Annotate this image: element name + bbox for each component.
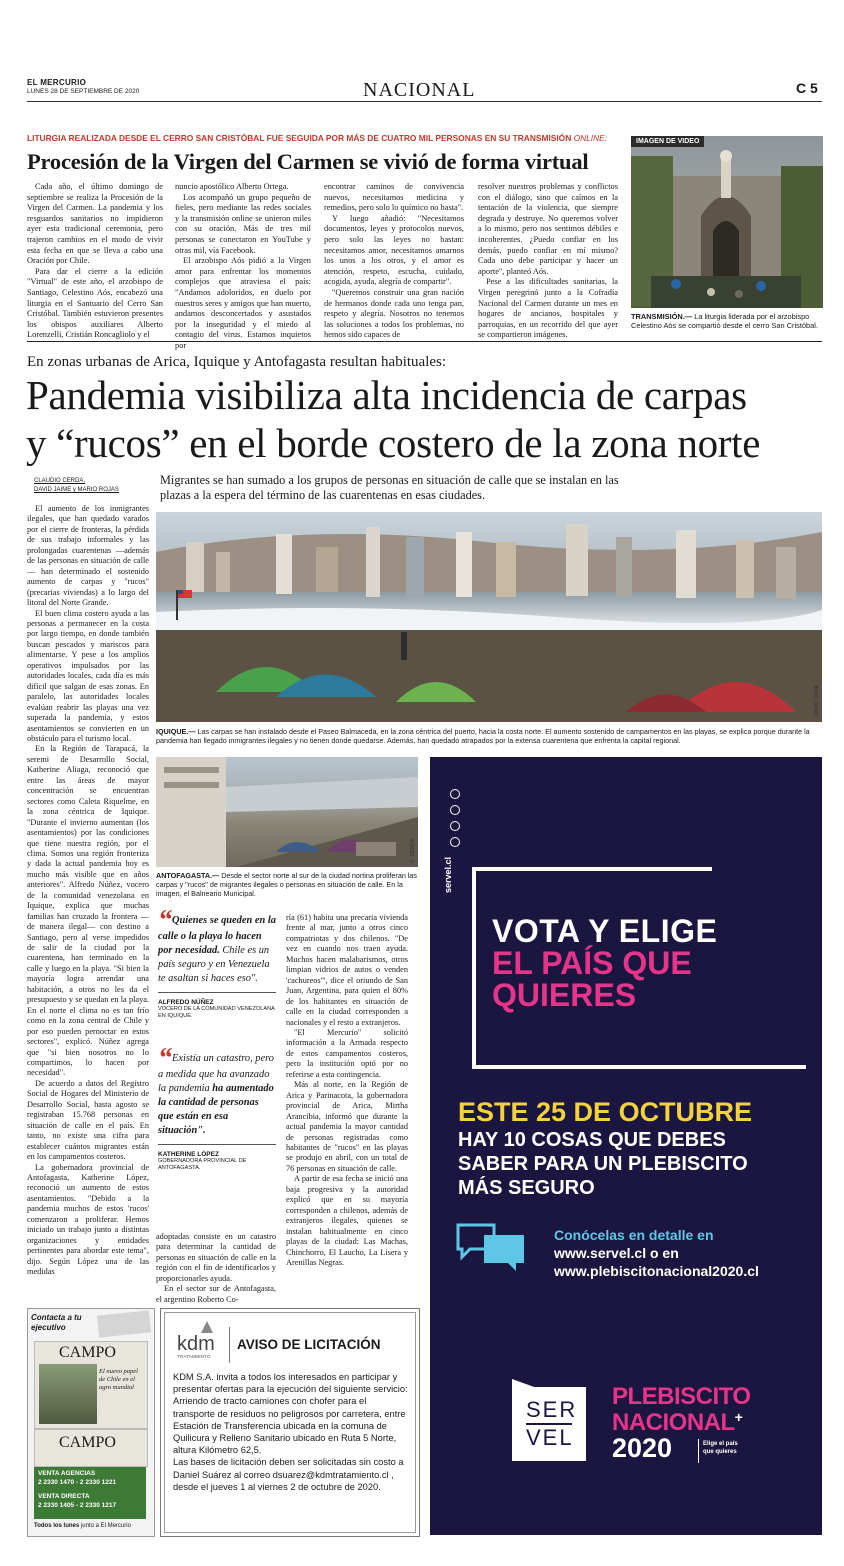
- iquique-photo-credit: DAVID JAIME: [814, 684, 820, 716]
- facebook-icon: [450, 805, 460, 815]
- servel-social-icons: [450, 789, 462, 847]
- article1-col2-p1: nuncio apostólico Alberto Ortega.: [175, 182, 289, 191]
- article1-photo-label: IMAGEN DE VIDEO: [631, 136, 704, 147]
- article1-col3-p2: Y luego añadió: "Necesitamos documentos, leyes y protocolos nuevos, pero solo las leyes no bastan: necesitamos amor, necesitamos amarnos los unos a los otros, y el amor es atención, respeto, escucha, cuidado, acogida, ayuda, alegría de compartir".: [324, 213, 464, 287]
- article1-caption-text: La liturgia liderada por el arzobispo Celestino Aós se compartió desde el cerro San Cristóbal.: [631, 312, 818, 331]
- article2-col1-p3: En la Región de Tarapacá, la seremi de Desarrollo Social, Katherine Aliaga, reconoció que entre las áreas de mayor concentración se encuentran sectores como Caleta Riquelme, en la zona céntrica de Iquique. "Durante el invierno aumentan (los asentamientos) por las condiciones que tiene nuestra región, por el clima. Somos una región fronteriza y dada la actual pandemia hoy es mucho más visible que en años anteriores". Alfredo Núñez, vocero de la comunidad venezolana en Iquique, explica que muchas familias han cruzado la frontera —de manera ilegal— con destino a Santiago, pero al verse impedidos de salir de la ciudad por la cuarentena, han terminado en la calle y luego en la playa. "Si bien la mayoría logra arrendar una habitación, a otros no les da el presupuesto y se quedan en la playa. En el norte el clima no es tan frío como en la zona central de Chile y por eso pueden pernoctar en estos sectores", explicó. Núñez agrega que "si bien nosotros no lo compartimos, lo hacen por necesidad".: [27, 744, 149, 1078]
- iquique-photo: [156, 512, 822, 722]
- servel-sub3: MÁS SEGURO: [458, 1177, 595, 1199]
- campo-footer: [34, 1523, 131, 1529]
- iquique-caption-lead: IQUIQUE.—: [156, 727, 196, 736]
- article1-title: Procesión de la Virgen del Carmen se vivió de forma virtual: [27, 149, 589, 174]
- article2-col1-p4: De acuerdo a datos del Registro Social de Hogares del Ministerio de Desarrollo Social, hasta agosto se registraban 15.768 personas en situación de calle en el país. En tanto, no existe una cifra para establecer cuántos migrantes están en los campamentos costeros.: [27, 1078, 149, 1162]
- article2-deck: Migrantes se han sumado a los grupos de personas en situación de calle que se instalan en las plazas a la espera del término de las cuarentenas en esas ciudades.: [160, 473, 619, 502]
- article2-col2-p1: adoptadas consiste en un catastro para determinar la cantidad de personas en situación de calle en la región con el fin de identificarlos y proporcionarles ayuda.: [156, 1232, 276, 1283]
- quote1-text: [158, 905, 276, 986]
- kdm-body: [173, 1371, 409, 1493]
- article1-col4: [478, 182, 618, 341]
- servel-ad[interactable]: [430, 757, 822, 1535]
- article1-col4-p1: resolver nuestros problemas y conflictos con el diálogo, sino que caímos en la tentación de la violencia, que siempre degrada y destruye. No queremos volver a lo mismo, pero nos sentimos débiles e incoherentes. ¿Puedo confiar en los demás, puedo confiar en mí mismo? Cada uno debe participar y hacer un aporte", planteó Aós.: [478, 182, 618, 276]
- servel-cta2[interactable]: www.servel.cl o en: [554, 1245, 679, 1261]
- kdm-title-rule: [229, 1327, 230, 1363]
- servel-handle: servel.cl: [443, 857, 453, 894]
- campo-cover: [34, 1341, 148, 1429]
- article2-kicker: En zonas urbanas de Arica, Iquique y Antofagasta resultan habituales:: [27, 354, 447, 370]
- article1-col3-p1: encontrar caminos de convivencia nuevos, necesitamos medicina y remedios, pero solo lo químico no basta".: [324, 182, 464, 213]
- article2-col1-p1: El aumento de los inmigrantes ilegales, que han quedado varados por el cierre de fronteras, la pérdida de sus trabajo informales y las prolongadas cuarentenas —además de las personas en situación de calle— han determinado el sostenido aumento de carpas y "rucos" (precarias viviendas) a lo largo del litoral del Norte Grande.: [27, 504, 149, 608]
- article1-col4-p2: Pese a las dificultades sanitarias, la Virgen peregrinó junto a la Cofradía Nacional del Carmen durante un mes en hogares de ancianos, hospitales y parroquias, en un recorrido del que ayer se compartieron imágenes.: [478, 277, 618, 340]
- plebiscito-line1: PLEBISCITO: [612, 1383, 751, 1410]
- article2-col3-p1: ría (61) habita una precaria vivienda frente al mar, junto a otros cinco compatriotas y dos chilenos. "De vez en cuando nos traen ayuda. Muchos hacen malabarismos, otros limpian vidrios de autos o venden 'cachureos'", dice el oriundo de San Juan, Argentina, para quien el 80% de los habitantes en situación de calle en la ciudad corresponden a nacionales y el resto a extranjeros.: [286, 913, 408, 1027]
- article2-col1: [27, 504, 149, 1278]
- article1-col1: [27, 182, 163, 341]
- instagram-icon: [450, 789, 460, 799]
- quote-mark-icon: “: [158, 905, 172, 936]
- antofagasta-caption-lead: ANTOFAGASTA.—: [156, 871, 220, 880]
- article1-photo: [631, 136, 823, 308]
- antofagasta-photo-credit: C. CERDA: [410, 839, 416, 863]
- campo-top: Contacta a tu ejecutivo: [31, 1313, 82, 1332]
- header-rule: [27, 101, 822, 102]
- quote2-b: pandemia: [168, 1083, 210, 1094]
- masthead-paper: EL MERCURIO: [27, 78, 87, 87]
- section-name: NACIONAL: [363, 79, 476, 101]
- article1-col3-p3: "Queremos construir una gran nación de hermanos donde cada uno tenga pan, respeto y alegría. Nosotros no tenemos las soluciones a todos los problemas, no hemos sido capaces de: [324, 287, 464, 340]
- campo-label2: VENTA DIRECTA: [38, 1493, 90, 1500]
- article2-col2-p2: En el sector sur de Antofagasta, el argentino Roberto Co-: [156, 1284, 276, 1304]
- campo-footer-text: junto a El Mercurio: [79, 1523, 131, 1529]
- plebiscito-divider: [698, 1439, 699, 1463]
- campo-cover-tagline: El nuevo papel de Chile en el agro mundial: [99, 1368, 138, 1391]
- article2-byline-1: CLAUDIO CERDA,: [34, 478, 86, 484]
- servel-logo-top: SER: [526, 1397, 578, 1422]
- iquique-scene: [156, 512, 822, 722]
- servel-line1: VOTA Y ELIGE: [492, 913, 718, 949]
- servel-line3: QUIERES: [492, 977, 637, 1013]
- servel-frame-top: [472, 867, 712, 871]
- quote2-name: KATHERINE LÓPEZ: [158, 1151, 219, 1158]
- article1-col2-p3: El arzobispo Aós pidió a la Virgen amor para enfrentar los momentos complejos que atraviesa el país: "Andamos adoloridos, en duelo por nuestros seres y amigos que han muerto, andamos desconcertados y asustados por la inseguridad y el miedo al contagio del virus. Estamos inquietos por: [175, 256, 311, 350]
- quote2-c: ha aumentado la cantidad de personas que están en esa situación".: [158, 1083, 274, 1136]
- article2-byline: [34, 477, 119, 495]
- servel-sub2: SABER PARA UN PLEBISCITO: [458, 1153, 748, 1175]
- servel-logo: [512, 1379, 586, 1461]
- kdm-logo: kdm: [177, 1333, 215, 1355]
- quote1-name: ALFREDO NÚÑEZ: [158, 999, 214, 1006]
- campo-cover-photo: [39, 1364, 97, 1424]
- kdm-body3[interactable]: Las bases de licitación deben ser solicitadas sin costo a Daniel Suárez al correo dsuarez@kdmtratamiento.cl , desde el jueves 1 al viernes 2 de octubre de 2020.: [173, 1457, 404, 1492]
- iquique-caption-text: Las carpas se han instalado desde el Paseo Balmaceda, en la zona céntrica del puerto, hacia la costa norte. El aumento sostenido de campamentos en las playas, se explica porque durante la pandemia han llegado inmigrantes ilegales y no tienen donde quedarse. Además, han quedado atrapados por la extensa cuarentena que enfrenta la capital regional.: [156, 727, 810, 746]
- article1-col2: [175, 182, 311, 352]
- kdm-title: AVISO DE LICITACIÓN: [237, 1337, 381, 1352]
- plebiscito-year: 2020: [612, 1433, 673, 1463]
- article1-bottom-rule: [27, 341, 822, 342]
- twitter-icon: [450, 821, 460, 831]
- article2-col3-p4: A partir de esa fecha se inició una baja progresiva y la autoridad explicó que en su mayoría corresponden a chilenos, además de extranjeros ilegales, quienes se instalan habitualmente en cinco playas de la ciudad: Las Machas, Chinchorro, El Laucho, La Lisera y Arenillas Negras.: [286, 1174, 408, 1267]
- campo-phone2[interactable]: 2 2330 1405 - 2 2330 1217: [38, 1502, 117, 1509]
- antofagasta-caption: [156, 871, 418, 899]
- servel-line2: EL PAÍS QUE: [492, 945, 692, 981]
- kdm-ad[interactable]: [160, 1308, 420, 1537]
- article2-col3: [286, 913, 408, 1268]
- campo-cover2-title: CAMPO: [59, 1434, 116, 1451]
- quote2-rule: [158, 1144, 276, 1145]
- quote2-text: [158, 1043, 276, 1138]
- article2-col1-p5: La gobernadora provincial de Antofagasta, Katherine López, reconoció un aumento de estos asentamientos. "Debido a la pandemia muchos de estos 'rucos' comenzaron a proliferar. Hemos iniciado un trabajo junto a distintas organizaciones y entidades pertinentes para abordar este tema", dijo. Según López una de las medidas: [27, 1162, 149, 1277]
- chat-bubbles-icon: [454, 1219, 530, 1277]
- campo-cover2: [34, 1429, 148, 1467]
- article2-col3-p2: "El Mercurio" solicitó información a la Armada respecto de estos campamentos costeros, pero la institución optó por no referirse a esta contingencia.: [286, 1027, 408, 1079]
- antofagasta-scene: [156, 757, 418, 867]
- article1-col2-p2: Los acompañó un grupo pequeño de fieles, pero mediante las redes sociales y la transmisión online se unieron miles con su oración. Más de tres mil personas se conectaron en YouTube y otras mil, vía Facebook.: [175, 192, 311, 255]
- article2-byline-2: DAVID JAIME y MARIO ROJAS: [34, 487, 119, 493]
- servel-logo-bottom: VEL: [526, 1425, 574, 1450]
- antofagasta-photo: [156, 757, 418, 867]
- page-number: C 5: [796, 80, 818, 96]
- servel-cta1: Conócelas en detalle en: [554, 1227, 714, 1243]
- church-illustration: [631, 136, 823, 308]
- article1-col1-p2: Para dar el cierre a la edición "Virtual" de este año, el arzobispo de Santiago, Celestino Aós, encabezó una liturgia en el Santuario del Cerro San Cristóbal. También estuvieron presentes los obispos auxiliares Alberto Lorenzelli, Cristián Roncagliolo y el: [27, 266, 163, 340]
- campo-label1: VENTA AGENCIAS: [38, 1470, 96, 1477]
- servel-sub1: HAY 10 COSAS QUE DEBES: [458, 1129, 726, 1151]
- kdm-logo-sub: TRATAMIENTO: [177, 1355, 211, 1360]
- article1-kicker-online: ONLINE:: [573, 133, 608, 143]
- campo-footer-bold: Todos los lunes: [34, 1523, 80, 1529]
- masthead-date: LUNES 28 DE SEPTIEMBRE DE 2020: [27, 88, 140, 95]
- article2-title-line2: y “rucos” en el borde costero de la zona norte: [26, 420, 761, 466]
- campo-cover-title: CAMPO: [59, 1344, 116, 1361]
- quote2-a: Existía un catastro, pero a medida que ha avanzado la: [158, 1053, 274, 1094]
- campo-sales: [34, 1467, 146, 1519]
- quote1-role: VOCERO DE LA COMUNIDAD VENEZOLANA EN IQUIQUE.: [158, 1006, 275, 1019]
- quote1-rule: [158, 992, 276, 993]
- campo-phone1[interactable]: 2 2330 1470 - 2 2330 1221: [38, 1479, 117, 1486]
- youtube-icon: [450, 837, 460, 847]
- article1-caption: [631, 312, 823, 331]
- article1-kicker: [27, 133, 627, 143]
- iquique-caption: [156, 727, 822, 745]
- plus-icon: +: [734, 1409, 743, 1425]
- quote1: [158, 905, 276, 1020]
- kdm-body2: Arriendo de tracto camiones con chofer para el transporte de residuos no peligrosos por carretera, entre Estación de Transferencia ubicada en la comuna de Quilicura y Relleno Sanitario ubicado en Ruta 5 Norte, altura Kilómetro 62,5.: [173, 1396, 406, 1456]
- article2-col1-p2: El buen clima costero ayuda a las personas a permanecer en la costa por largo tiempo, en donde también buscan pescados y mariscos para alimentarse. Y pese a los amplios operativos impulsados por las autoridades locales, cada día es más difícil que salgan de esas zonas. En paralelo, las autoridades locales evalúan reabrir las playas una vez superada la pandemia, y estos asentamientos se convierten en un obstáculo para el turismo local.: [27, 608, 149, 743]
- quote2: [158, 1043, 276, 1172]
- article1-col1-p1: Cada año, el último domingo de septiembre se realiza la Procesión de la Virgen del Carmen. La pandemia y los resguardos sanitarios no impidieron ayer esta tradicional ceremonia, pero trajeron cambios en el modo de vivir esta fecha en que se lleva a cabo una Oración por Chile.: [27, 182, 163, 266]
- kdm-body1: KDM S.A. invita a todos los interesados en participar y presentar ofertas para la ejecución del siguiente servicio:: [173, 1372, 408, 1395]
- plebiscito-tagline: Elige el país que quieres: [703, 1441, 738, 1455]
- campo-newspaper-thumb: [97, 1310, 151, 1337]
- article1-kicker-text: LITURGIA REALIZADA DESDE EL CERRO SAN CRISTÓBAL FUE SEGUIDA POR MÁS DE CUATRO MIL PERSONAS EN SU TRANSMISIÓN: [27, 133, 572, 143]
- article2-col3-p3: Más al norte, en la Región de Arica y Parinacota, la gobernadora provincial de Arica, Mirtha Arancibia, informó que durante la actual pandemia la mayor cantidad de personas registradas como habitantes de "rucos" en las playas se produjo en abril, con un total de 76 personas en situación de calle.: [286, 1080, 408, 1173]
- campo-ad[interactable]: [27, 1308, 155, 1537]
- servel-logo-stripe: [512, 1379, 586, 1387]
- article2-col2: [156, 1232, 276, 1305]
- quote-mark-icon: “: [158, 1043, 172, 1074]
- quote2-role: GOBERNADORA PROVINCIAL DE ANTOFAGASTA.: [158, 1158, 247, 1171]
- servel-date: ESTE 25 DE OCTUBRE: [458, 1097, 753, 1127]
- article1-col3: [324, 182, 464, 341]
- antofagasta-caption-text: Desde el sector norte al sur de la ciudad nortina proliferan las carpas y "rucos" de migrantes ilegales o personas en situación de calle. En la imagen, el Balneario Municipal.: [156, 871, 418, 899]
- article1-caption-lead: TRANSMISIÓN.—: [631, 312, 693, 321]
- servel-cta3[interactable]: www.plebiscitonacional2020.cl: [554, 1263, 759, 1279]
- quote1-rest: Chile es un país seguro y en Venezuela te asaltan si haces eso".: [158, 945, 270, 984]
- quote1-bold: Quienes se queden en la calle o la playa lo hacen por necesidad.: [158, 915, 276, 956]
- plebiscito-nacional: NACIONAL: [612, 1409, 735, 1436]
- article2-title-line1: Pandemia visibiliza alta incidencia de carpas: [26, 372, 747, 418]
